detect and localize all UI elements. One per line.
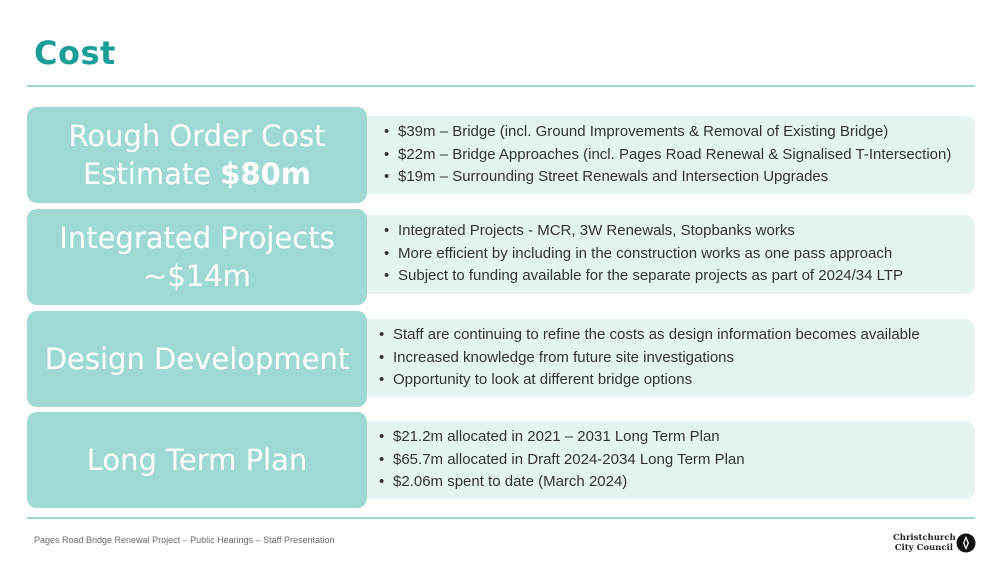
design-bullet-list bbox=[377, 324, 920, 392]
list-item: • $2.06m spent to date (March 2024) bbox=[377, 471, 745, 494]
list-item: • Staff are continuing to refine the costs as design information becomes available bbox=[377, 324, 920, 347]
cost-bullet-list bbox=[382, 121, 951, 189]
list-item: • $39m – Bridge (incl. Ground Improvements & Removal of Existing Bridge) bbox=[382, 121, 951, 144]
ltp-heading-box bbox=[27, 412, 367, 508]
council-logo-text bbox=[893, 533, 956, 553]
list-item: • $19m – Surrounding Street Renewals and Intersection Upgrades bbox=[382, 166, 951, 189]
cost-row-long-term-plan bbox=[27, 412, 975, 508]
list-item: • Subject to funding available for the separate projects as part of 2024/34 LTP bbox=[382, 265, 903, 288]
list-item: • Increased knowledge from future site investigations bbox=[377, 347, 920, 370]
cost-row-design-development bbox=[27, 311, 975, 407]
list-item: • $21.2m allocated in 2021 – 2031 Long Term Plan bbox=[377, 426, 745, 449]
design-heading-box bbox=[27, 311, 367, 407]
list-item: • $22m – Bridge Approaches (incl. Pages Road Renewal & Signalised T-Intersection) bbox=[382, 144, 951, 167]
cost-heading-line2-prefix: Estimate bbox=[82, 157, 221, 191]
list-item: • Opportunity to look at different bridge options bbox=[377, 369, 920, 392]
list-item: • Integrated Projects - MCR, 3W Renewals, Stopbanks works bbox=[382, 220, 903, 243]
title-divider bbox=[27, 85, 975, 87]
list-item: • $65.7m allocated in Draft 2024-2034 Long Term Plan bbox=[377, 449, 745, 472]
christchurch-logo-icon bbox=[956, 533, 976, 553]
cost-heading-amount: $80m bbox=[220, 157, 312, 191]
integrated-heading-amount: ~$14m bbox=[143, 259, 251, 293]
ltp-bullet-list bbox=[377, 426, 745, 494]
page-title: Cost bbox=[34, 34, 116, 72]
cost-heading-line2 bbox=[68, 155, 325, 193]
footer-text: Pages Road Bridge Renewal Project – Public Hearings – Staff Presentation bbox=[34, 535, 335, 545]
cost-row-integrated-projects bbox=[27, 209, 975, 305]
council-logo bbox=[893, 532, 978, 556]
logo-line1: Christchurch bbox=[893, 533, 956, 543]
cost-heading-line1: Rough Order Cost bbox=[68, 119, 326, 153]
integrated-bullet-list bbox=[382, 220, 903, 288]
cost-row-rough-order bbox=[27, 107, 975, 203]
logo-line2: City Council bbox=[894, 543, 953, 553]
integrated-heading-box bbox=[27, 209, 367, 305]
footer-divider bbox=[27, 517, 975, 519]
ltp-heading: Long Term Plan bbox=[86, 443, 308, 477]
list-item: • More efficient by including in the construction works as one pass approach bbox=[382, 243, 903, 266]
cost-heading-box bbox=[27, 107, 367, 203]
integrated-heading-line1: Integrated Projects bbox=[59, 221, 335, 255]
design-heading: Design Development bbox=[44, 342, 350, 376]
